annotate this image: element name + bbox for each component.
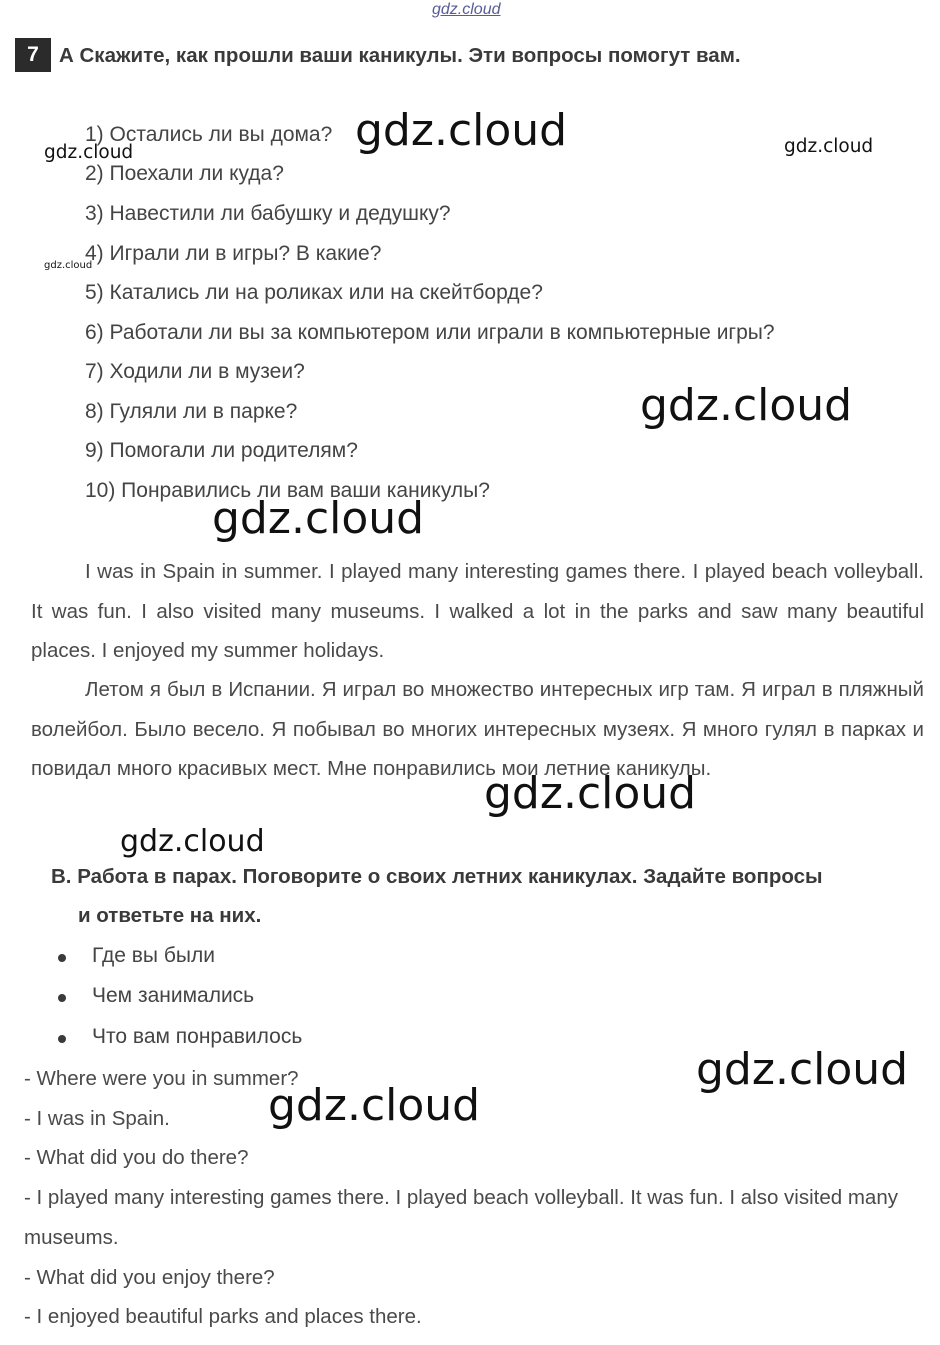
question-item: 5) Катались ли на роликах или на скейтборде? — [85, 281, 543, 304]
question-item: 6) Работали ли вы за компьютером или играли в компьютерные игры? — [85, 321, 775, 344]
watermark-logo: gdz.cloud — [784, 136, 874, 157]
bullet-item: Чем занимались — [92, 984, 255, 1007]
question-item: 9) Помогали ли родителям? — [85, 439, 358, 462]
bullet-icon — [58, 994, 66, 1002]
question-item: 3) Навестили ли бабушку и дедушку? — [85, 202, 451, 225]
watermark-logo: gdz.cloud — [484, 768, 697, 819]
watermark-logo: gdz.cloud — [44, 142, 134, 163]
dialog-line: - I played many interesting games there. I played beach volleyball. It was fun. I also visited many museums. — [24, 1186, 898, 1249]
bullet-icon — [58, 954, 66, 962]
russian-paragraph: Летом я был в Испании. Я играл во множество интересных игр там. Я играл в пляжный волейбол. Было весело. Я побывал во многих интересных музеях. Я много гулял в парках и повидал много красивых мест. Мне понравились мои летние каникулы. — [31, 678, 924, 780]
question-item: 4) Играли ли в игры? В какие? — [85, 242, 382, 265]
bullet-icon — [58, 1035, 66, 1043]
dialog-line: - I was in Spain. — [24, 1106, 170, 1130]
top-watermark-link[interactable]: gdz.cloud — [432, 1, 501, 18]
dialog-line: - I enjoyed beautiful parks and places there. — [24, 1305, 422, 1329]
section-b-heading-line2: и ответьте на них. — [78, 904, 262, 927]
section-b-heading — [51, 857, 921, 935]
watermark-logo: gdz.cloud — [44, 260, 93, 271]
question-item: 10) Понравились ли вам ваши каникулы? — [85, 479, 490, 502]
watermark-logo: gdz.cloud — [640, 380, 853, 431]
question-item: 2) Поехали ли куда? — [85, 162, 284, 185]
bullet-item: Где вы были — [92, 944, 215, 967]
question-item: 7) Ходили ли в музеи? — [85, 360, 305, 383]
dialog-line: - What did you enjoy there? — [24, 1265, 275, 1289]
watermark-logo: gdz.cloud — [212, 493, 425, 544]
task-number-badge: 7 — [15, 38, 51, 72]
dialog-line: - Where were you in summer? — [24, 1067, 299, 1090]
watermark-logo: gdz.cloud — [268, 1080, 481, 1131]
dialog-line: - What did you do there? — [24, 1146, 249, 1170]
question-item: 1) Остались ли вы дома? — [85, 123, 333, 146]
watermark-logo: gdz.cloud — [120, 824, 265, 859]
watermark-logo: gdz.cloud — [696, 1044, 909, 1095]
question-item: 8) Гуляли ли в парке? — [85, 400, 298, 423]
section-b-heading-line1: В. Работа в парах. Поговорите о своих летних каникулах. Задайте вопросы — [51, 865, 823, 888]
bullet-item: Что вам понравилось — [92, 1025, 303, 1048]
task-title: А Скажите, как прошли ваши каникулы. Эти вопросы помогут вам. — [59, 44, 741, 67]
english-paragraph: I was in Spain in summer. I played many interesting games there. I played beach volleyball. It was fun. I also visited many museums. I walked a lot in the parks and saw many beautiful places. I enjoyed my summer holidays. — [31, 560, 924, 662]
watermark-logo: gdz.cloud — [355, 105, 568, 156]
